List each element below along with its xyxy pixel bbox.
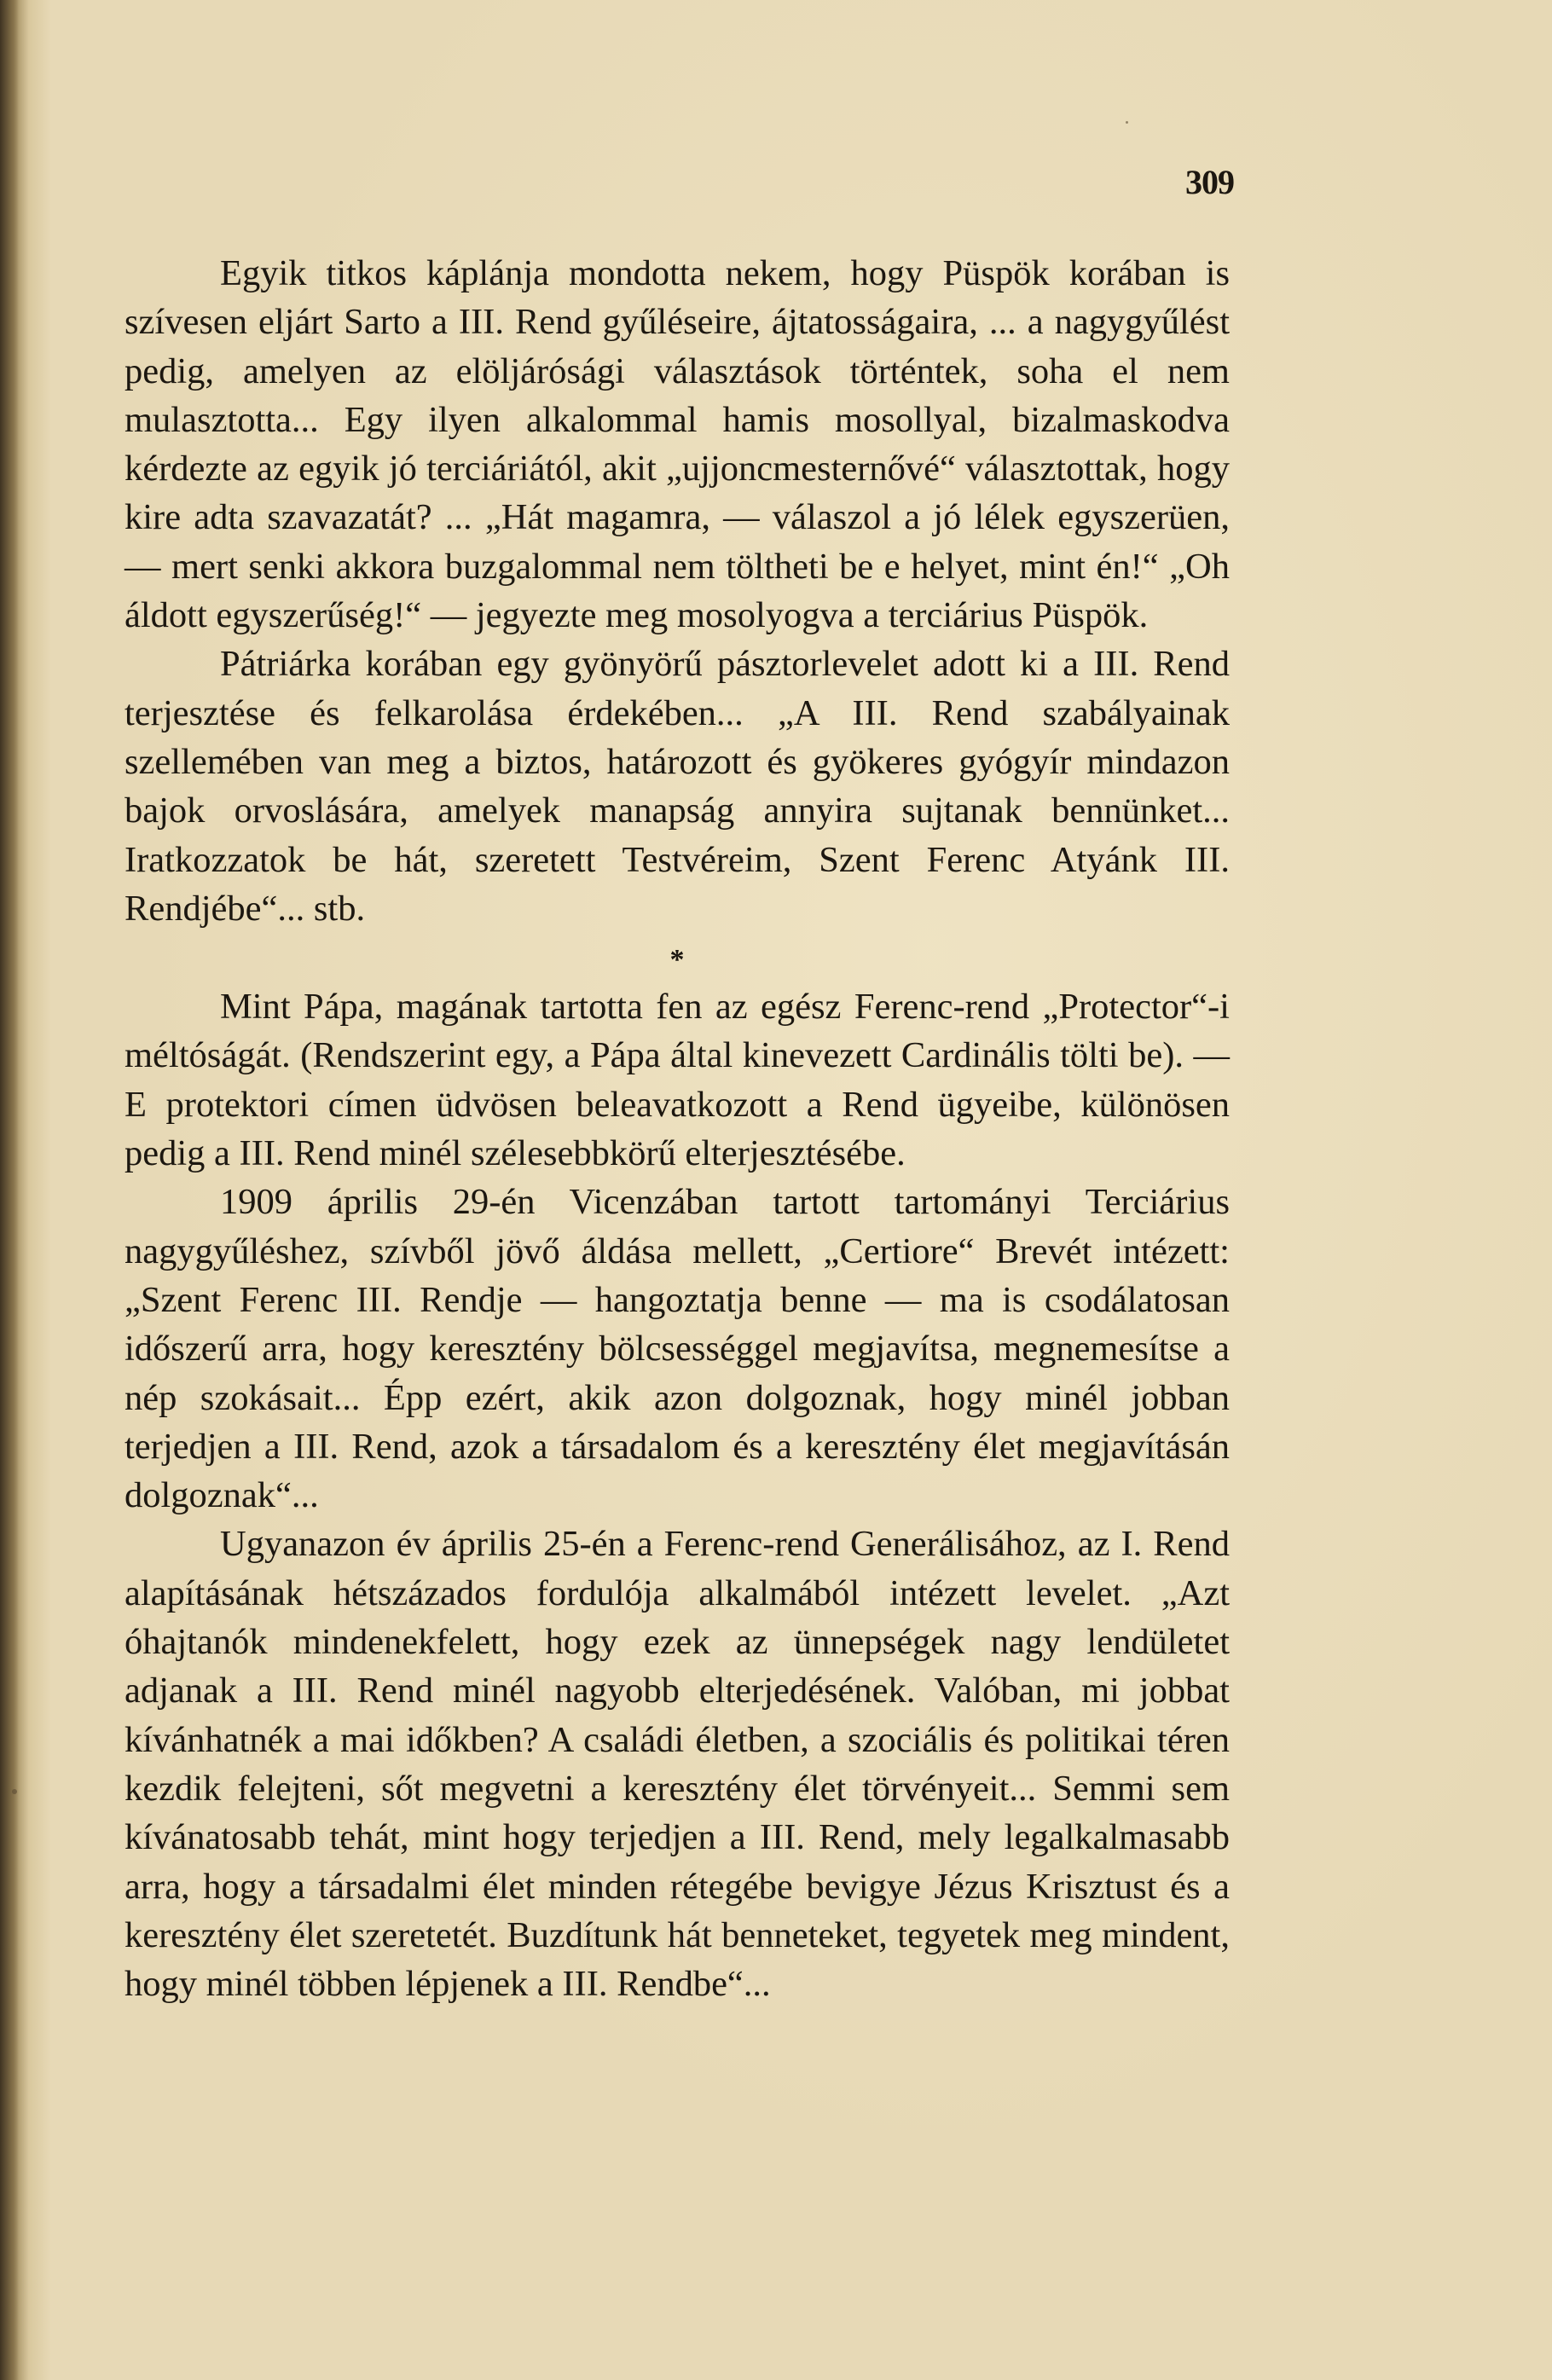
paragraph-5: Ugyanazon év április 25-én a Ferenc-rend Generálisához, az I. Rend alapításának hétszázados fordulója alkalmából intézett levelet. „Azt óhajtanók mindenekfelett, hogy ezek az ünnepségek nagy lendületet adjanak a III. Rend minél nagyobb elterjedésének. Valóban, mi jobbat kívánhatnék a mai időkben? A családi életben, a szociális és politikai téren kezdik felejteni, sőt megvetni a keresztény élet törvényeit... Semmi sem kívánatosabb tehát, mint hogy terjedjen a III. Rend, mely legalkalmasabb arra, hogy a társadalmi élet minden rétegébe bevigye Jézus Krisztust és a keresztény élet szeretetét. Buzdítunk hát benneteket, tegyetek meg mindent, hogy minél többen lépjenek a III. Rendbe“... [125, 1524, 1230, 2005]
paragraph-4: 1909 április 29-én Vicenzában tartott tartományi Terciárius nagygyűléshez, szívből jövő áldása mellett, „Certiore“ Brevét intézett: „Szent Ferenc III. Rendje — hangoztatja benne — ma is csodálatosan időszerű arra, hogy keresztény bölcsességgel megjavítsa, megnemesítse a nép szokásait... Épp ezért, akik azon dolgoznak, hogy minél jobban terjedjen a III. Rend, azok a társadalom és a keresztény élet megjavításán dolgoznak“... [125, 1182, 1230, 1516]
paper-speck [1126, 121, 1128, 124]
paragraph-1: Egyik titkos káplánja mondotta nekem, hogy Püspök korában is szívesen eljárt Sarto a III. Rend gyűléseire, ájtatosságaira, ... a nagygyűlést pedig, amelyen az elöljárósági választások történtek, soha el nem mulasztotta... Egy ilyen alkalommal hamis mosollyal, bizalmaskodva kérdezte az egyik jó terciáriától, akit „ujjoncmesternővé“ választottak, hogy kire adta szavazatát? ... „Hát magamra, — válaszol a jó lélek egyszerüen, — mert senki akkora buzgalommal nem töltheti be e helyet, mint én!“ „Oh áldott egyszerűség!“ — jegyezte meg mosolyogva a terciárius Püspök. [125, 253, 1230, 636]
page-number: 309 [1185, 163, 1234, 201]
page-edge-shadow [0, 0, 19, 2380]
paragraph-3: Mint Pápa, magának tartotta fen az egész Ferenc-rend „Protector“-i méltóságát. (Rendszerint egy, a Pápa által kinevezett Cardinális tölti be). — E protektori címen üdvösen beleavatkozott a Rend ügyeibe, különösen pedig a III. Rend minél szélesebbkörű elterjesztésébe. [125, 987, 1230, 1174]
section-separator: * [669, 944, 685, 976]
body-text [125, 249, 1230, 2008]
paper-speck [12, 1789, 17, 1794]
paragraph-2: Pátriárka korában egy gyönyörű pásztorlevelet adott ki a III. Rend terjesztése és felkarolása érdekében... „A III. Rend szabályainak szellemében van meg a biztos, határozott és gyökeres gyógyír mindazon bajok orvoslására, amelyek manapság annyira sujtanak bennünket... Iratkozzatok be hát, szeretett Testvéreim, Szent Ferenc Atyánk III. Rendjébe“... stb. [125, 644, 1230, 929]
